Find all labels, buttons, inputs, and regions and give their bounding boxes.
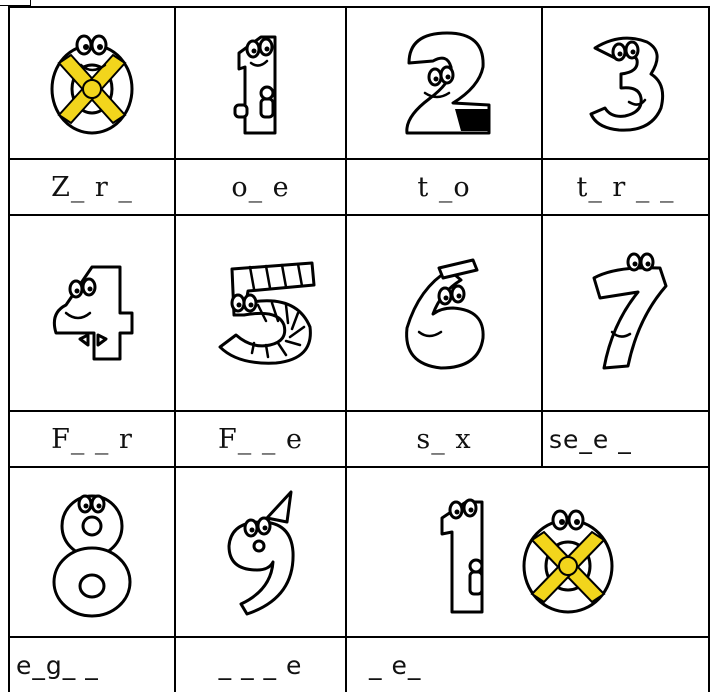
five-character-icon: [196, 253, 326, 373]
zero-character-icon: [37, 23, 147, 143]
word-blank-label: Z_ r _: [51, 171, 133, 203]
seven-character-icon: [576, 248, 676, 378]
word-blank-label: o_ e: [231, 171, 290, 203]
nine-character-icon: [211, 482, 311, 622]
ten-character-icon: [428, 482, 628, 622]
word-blank-label: F_ _ e: [218, 423, 303, 455]
word-blank-label: t_ r _ _: [576, 171, 675, 203]
six-picture-cell: [347, 216, 541, 410]
word-blank-label: _ _ _ e: [218, 650, 303, 680]
three-picture-cell: [543, 8, 708, 158]
three-character-icon: [581, 28, 671, 138]
one-picture-cell: [176, 8, 345, 158]
two-picture-cell: [347, 8, 541, 158]
eight-picture-cell: [10, 468, 174, 636]
eight-character-icon: [42, 482, 142, 622]
five-picture-cell: [176, 216, 345, 410]
word-blank-label: s_ x: [416, 423, 472, 455]
number-words-worksheet: [8, 6, 710, 692]
four-picture-cell: [10, 216, 174, 410]
nine-picture-cell: [176, 468, 345, 636]
ten-picture-cell: [347, 468, 708, 636]
word-blank-label: se_e _: [549, 424, 632, 454]
four-character-icon: [42, 253, 142, 373]
word-blank-label: F_ _ r: [51, 423, 133, 455]
word-blank-label: _ e_: [369, 650, 422, 680]
two-character-icon: [389, 23, 499, 143]
six-character-icon: [389, 248, 499, 378]
grid-line: [708, 6, 710, 692]
zero-picture-cell: [10, 8, 174, 158]
word-blank-label: e_g_ _: [16, 650, 99, 680]
word-blank-label: t _o: [417, 171, 471, 203]
one-character-icon: [221, 23, 301, 143]
seven-picture-cell: [543, 216, 708, 410]
